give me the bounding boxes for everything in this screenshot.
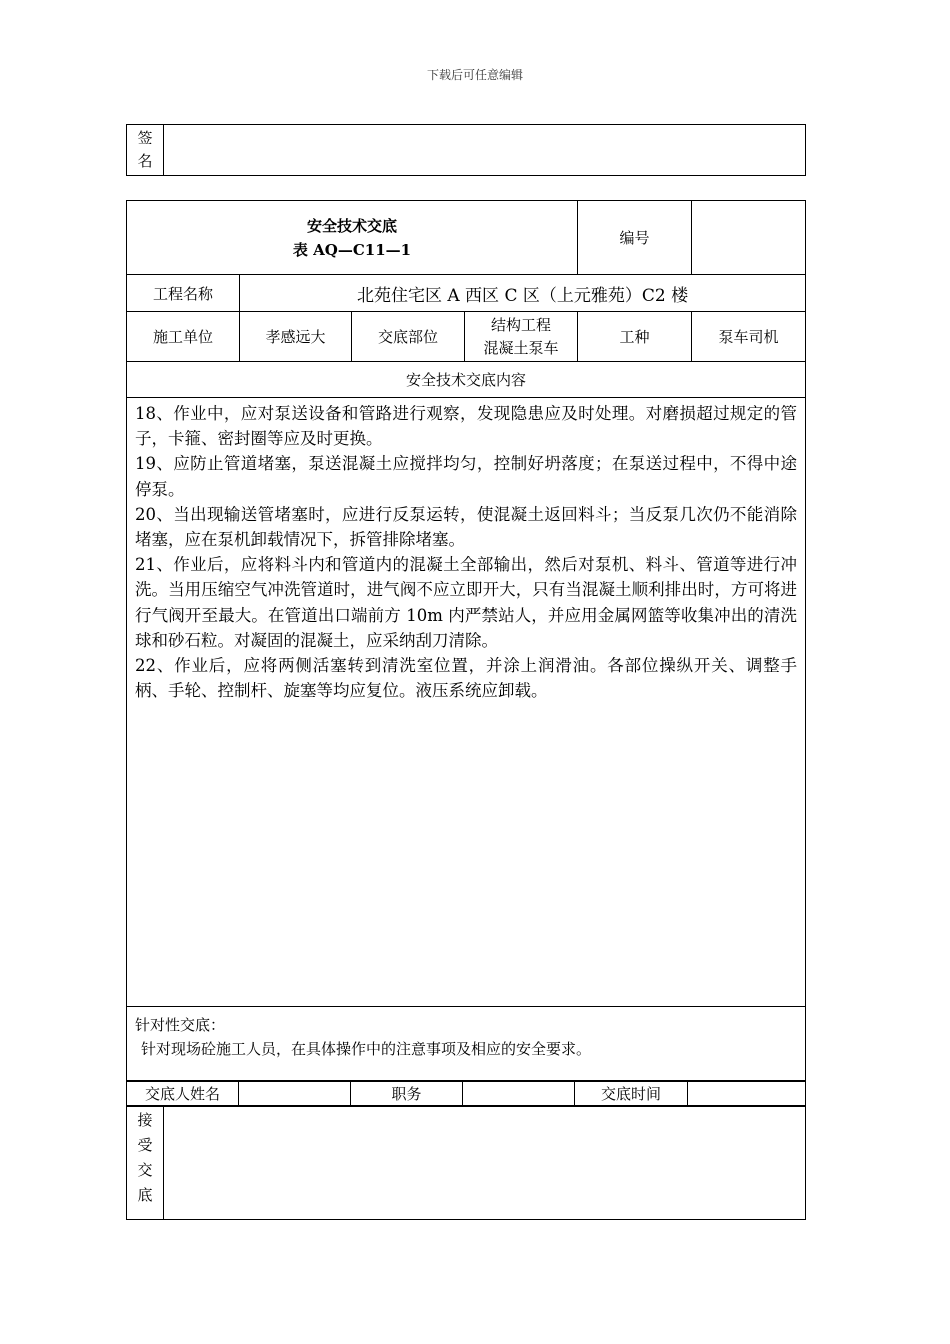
- signature-label: [127, 125, 164, 176]
- signature-field[interactable]: [164, 125, 806, 176]
- page-header-note: 下载后可任意编辑: [426, 68, 523, 82]
- specific-text: 针对现场砼施工人员，在具体操作中的注意事项及相应的安全要求。: [141, 1040, 592, 1058]
- safety-handover-form: [126, 200, 806, 1082]
- construction-unit-label: 施工单位: [127, 312, 240, 362]
- handover-part-label: 交底部位: [352, 312, 465, 362]
- trade-label: 工种: [578, 312, 692, 362]
- number-label: 编号: [578, 201, 692, 275]
- handover-person-label: 交底人姓名: [127, 1081, 239, 1107]
- project-name-label: 工程名称: [127, 275, 240, 312]
- number-field[interactable]: [692, 201, 806, 275]
- signature-label-char: 签: [137, 129, 153, 147]
- receive-label-char: 接: [137, 1111, 153, 1129]
- position-label: 职务: [351, 1081, 463, 1107]
- receive-table: [126, 1105, 806, 1220]
- receive-label-char: 底: [137, 1186, 153, 1204]
- position-field[interactable]: [463, 1081, 575, 1107]
- handover-time-label: 交底时间: [575, 1081, 688, 1107]
- receive-label-char: 交: [137, 1161, 153, 1179]
- handover-part-line: 结构工程: [491, 315, 552, 334]
- content-body: [127, 398, 806, 1007]
- signature-table: [126, 124, 806, 176]
- specific-label: 针对性交底：: [135, 1016, 226, 1034]
- content-header: 安全技术交底内容: [127, 362, 806, 398]
- construction-unit-value: 孝感远大: [240, 312, 352, 362]
- signature-label-char: 名: [137, 152, 153, 170]
- handover-person-field[interactable]: [239, 1081, 351, 1107]
- content-paragraph: 20、当出现输送管堵塞时，应进行反泵运转，使混凝土返回料斗；当反泵几次仍不能消除堵塞，应在泵机卸载情况下，拆管排除堵塞。: [135, 504, 798, 550]
- form-title: 安全技术交底: [307, 216, 398, 235]
- content-paragraph: 19、应防止管道堵塞，泵送混凝土应搅拌均匀，控制好坍落度；在泵送过程中，不得中途停泵。: [135, 454, 798, 499]
- content-paragraph: 18、作业中，应对泵送设备和管路进行观察，发现隐患应及时处理。对磨损超过规定的管子，卡箍、密封圈等应及时更换。: [135, 404, 798, 449]
- handover-part-value: [465, 312, 578, 362]
- handover-part-line: 混凝土泵车: [483, 338, 559, 357]
- project-name-value: 北苑住宅区 A 西区 C 区（上元雅苑）C2 楼: [240, 275, 806, 312]
- receive-label: [127, 1106, 164, 1220]
- trade-value: 泵车司机: [692, 312, 806, 362]
- content-paragraph: 22、作业后，应将两侧活塞转到清洗室位置，并涂上润滑油。各部位操纵开关、调整手柄、手轮、控制杆、旋塞等均应复位。液压系统应卸载。: [135, 656, 798, 701]
- handover-time-field[interactable]: [688, 1081, 806, 1107]
- form-code: 表 AQ—C11—1: [292, 240, 412, 259]
- content-paragraph: 21、作业后，应将料斗内和管道内的混凝土全部输出，然后对泵机、料斗、管道等进行冲洗。当用压缩空气冲洗管道时，进气阀不应立即开大，只有当混凝土顺利排出时，方可将进行气阀开至最大。在管道出口端前方 10m 内严禁站人，并应用金属网篮等收集冲出的清洗球和砂石粒。对凝固的混凝土，应采纳刮刀清除。: [135, 555, 798, 650]
- form-title-cell: [127, 201, 578, 275]
- receive-field[interactable]: [164, 1106, 806, 1220]
- receive-label-char: 受: [137, 1136, 153, 1154]
- handover-person-table: [126, 1080, 806, 1107]
- specific-handover: [127, 1007, 806, 1082]
